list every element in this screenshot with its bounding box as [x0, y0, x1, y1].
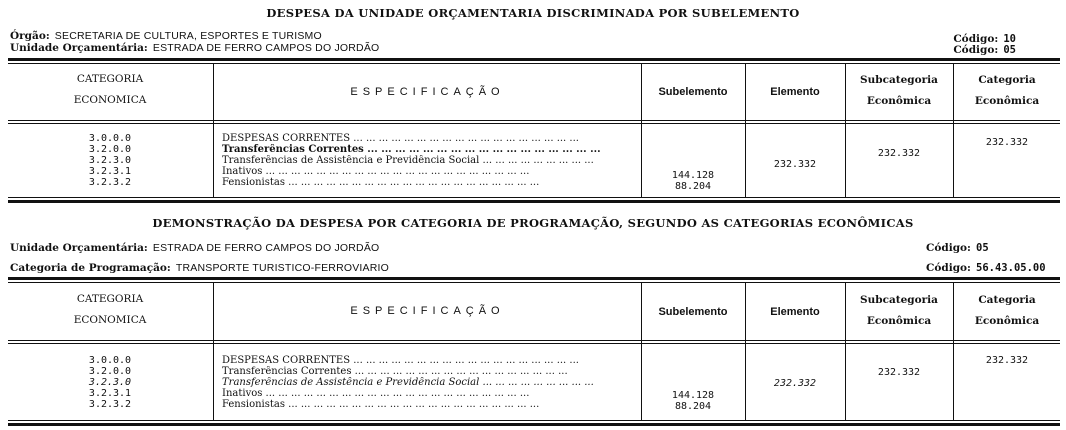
- t2-head-categoria: [20, 293, 200, 326]
- t2-desc-row: Transferências Correntes ... ... ... ... ... ... ... ... ... ... ... ... ... ... ... ... ...: [222, 366, 568, 377]
- t1-head-subcategoria-2: Econômica: [866, 95, 932, 107]
- table1-head-rule-2: [8, 123, 1060, 124]
- codigo-unidade-1-label: Código:: [953, 44, 999, 56]
- t1-head-categoria-eco: [954, 74, 1060, 107]
- t1-desc-row: Transferências de Assistência e Previdência Social ... ... ... ... ... ... ... ... ...: [222, 155, 594, 166]
- t2-head-categoria-2: ECONOMICA: [73, 314, 147, 326]
- t1-vrule-4: [845, 64, 846, 197]
- t1-head-subcategoria-1: Subcategoria: [860, 74, 938, 86]
- unidade-line-2: [10, 236, 379, 255]
- t2-desc-row: Transferências de Assistência e Previdência Social ... ... ... ... ... ... ... ... ...: [222, 377, 594, 388]
- t2-codes: [60, 355, 160, 410]
- table2-bottom-rule-2: [8, 423, 1060, 426]
- t1-head-cat-1: Categoria: [978, 74, 1036, 86]
- orgao-value: SECRETARIA DE CULTURA, ESPORTES E TURISMO: [54, 30, 322, 42]
- t1-head-especificacao: ESPECIFICAÇÃO: [350, 86, 505, 98]
- t2-subelemento-values: [642, 390, 744, 412]
- t1-desc-row: DESPESAS CORRENTES ... ... ... ... ... ... ... ... ... ... ... ... ... ... ... ... ... ...: [222, 133, 579, 144]
- table1-top-rule-thin: [8, 63, 1060, 64]
- t1-head-subelemento: Subelemento: [658, 86, 728, 98]
- t1-subelemento-value: 88.204: [674, 181, 712, 192]
- t1-vrule-5: [953, 64, 954, 197]
- table2-head-rule-1: [8, 340, 1060, 341]
- t1-head-categoria-2: ECONOMICA: [73, 94, 147, 106]
- orgao-label: Órgão:: [10, 30, 50, 42]
- t2-categoria-value: 232.332: [985, 355, 1029, 366]
- codigo-programacao-value: 56.43.05.00: [976, 262, 1046, 274]
- t1-subelemento-values: [642, 170, 744, 192]
- table2-head-rule-2: [8, 343, 1060, 344]
- codigo-unidade-1-value: 05: [1003, 44, 1016, 56]
- t1-elemento-value: 232.332: [773, 159, 817, 170]
- table2-top-rule: [8, 277, 1060, 280]
- t2-vrule-4: [845, 283, 846, 420]
- t2-subcategoria-value: 232.332: [877, 367, 921, 378]
- t1-code-row: 3.2.3.0: [88, 155, 132, 166]
- t2-subelemento-value: 88.204: [674, 401, 712, 412]
- t1-code-row: 3.2.3.2: [88, 177, 132, 188]
- section1-title: DESPESA DA UNIDADE ORÇAMENTARIA DISCRIMINADA POR SUBELEMENTO: [266, 6, 800, 20]
- t2-desc-row: Inativos ... ... ... ... ... ... ... ... ... ... ... ... ... ... ... ... ... ... ... ... ...: [222, 388, 530, 399]
- t2-desc-row: DESPESAS CORRENTES ... ... ... ... ... ... ... ... ... ... ... ... ... ... ... ... ... ...: [222, 355, 579, 366]
- t1-categoria-value: 232.332: [985, 137, 1029, 148]
- unidade-label-2: Unidade Orçamentária:: [10, 242, 148, 254]
- t2-head-subcategoria-1: Subcategoria: [860, 294, 938, 306]
- t1-head-elemento: Elemento: [770, 86, 820, 98]
- table1-head-rule-1: [8, 120, 1060, 121]
- codigo-orgao-label: Código:: [953, 33, 999, 45]
- t1-subelemento-value: 144.128: [671, 170, 715, 181]
- codigo-unidade-2-value: 05: [976, 242, 989, 254]
- t2-vrule-1: [213, 283, 214, 420]
- t2-code-row: 3.2.3.2: [88, 399, 132, 410]
- table1-top-rule: [8, 58, 1060, 61]
- t2-head-cat-2: Econômica: [974, 315, 1040, 327]
- table2-top-rule-thin: [8, 282, 1060, 283]
- t1-head-categoria-1: CATEGORIA: [76, 73, 144, 85]
- codigo-unidade-2: [926, 236, 989, 255]
- t1-vrule-1: [213, 64, 214, 197]
- t2-head-subcategoria-2: Econômica: [866, 315, 932, 327]
- codigo-orgao-value: 10: [1003, 33, 1016, 45]
- t2-head-elemento: Elemento: [770, 306, 820, 318]
- t1-head-cat-2: Econômica: [974, 95, 1040, 107]
- categoria-programacao-label: Categoria de Programação:: [10, 262, 171, 274]
- unidade-label: Unidade Orçamentária:: [10, 42, 148, 54]
- t1-descriptions: [222, 133, 634, 188]
- t1-code-row: 3.2.0.0: [88, 144, 132, 155]
- t2-head-categoria-1: CATEGORIA: [76, 293, 144, 305]
- t2-head-categoria-eco: [954, 294, 1060, 327]
- table2-bottom-rule-1: [8, 420, 1060, 421]
- unidade-value: ESTRADA DE FERRO CAMPOS DO JORDÃO: [152, 42, 380, 54]
- section2-title: DEMONSTRAÇÃO DA DESPESA POR CATEGORIA DE PROGRAMAÇÃO, SEGUNDO AS CATEGORIAS ECONÔMICAS: [152, 216, 914, 230]
- categoria-programacao-value: TRANSPORTE TURISTICO-FERROVIARIO: [175, 262, 390, 274]
- t2-subelemento-value: 144.128: [671, 390, 715, 401]
- t2-code-row: 3.2.0.0: [88, 366, 132, 377]
- t2-code-row: 3.2.3.0: [88, 377, 132, 388]
- t2-vrule-5: [953, 283, 954, 420]
- codigo-programacao: [926, 256, 1046, 275]
- table1-bottom-rule-1: [8, 197, 1060, 198]
- t2-code-row: 3.2.3.1: [88, 388, 132, 399]
- categoria-programacao-line: [10, 256, 389, 275]
- t1-head-subcategoria: [846, 74, 952, 107]
- unidade-line-1: [10, 36, 379, 55]
- t1-subcategoria-value: 232.332: [877, 148, 921, 159]
- codigo-unidade-1: [953, 38, 1016, 57]
- t2-code-row: 3.0.0.0: [88, 355, 132, 366]
- t2-head-especificacao: ESPECIFICAÇÃO: [350, 305, 505, 317]
- t1-desc-row: Inativos ... ... ... ... ... ... ... ... ... ... ... ... ... ... ... ... ... ... ... ... ...: [222, 166, 530, 177]
- t2-desc-row: Fensionistas ... ... ... ... ... ... ... ... ... ... ... ... ... ... ... ... ... ... ... ...: [222, 399, 540, 410]
- t1-desc-row: Fensionistas ... ... ... ... ... ... ... ... ... ... ... ... ... ... ... ... ... ... ... ...: [222, 177, 540, 188]
- t1-vrule-3: [745, 64, 746, 197]
- t2-descriptions: [222, 355, 634, 410]
- t2-head-subelemento: Subelemento: [658, 306, 728, 318]
- codigo-unidade-2-label: Código:: [926, 242, 971, 254]
- t2-elemento-value: 232.332: [773, 378, 817, 389]
- t1-code-row: 3.2.3.1: [88, 166, 132, 177]
- t1-desc-row: Transferências Correntes ... ... ... ... ... ... ... ... ... ... ... ... ... ... ... ... ...: [222, 144, 601, 155]
- t1-head-categoria: [20, 73, 200, 106]
- unidade-value-2: ESTRADA DE FERRO CAMPOS DO JORDÃO: [152, 242, 380, 254]
- t2-vrule-3: [745, 283, 746, 420]
- t2-head-cat-1: Categoria: [978, 294, 1036, 306]
- table1-bottom-rule-2: [8, 200, 1060, 203]
- t1-code-row: 3.0.0.0: [88, 133, 132, 144]
- codigo-programacao-label: Código:: [926, 262, 971, 274]
- t2-head-subcategoria: [846, 294, 952, 327]
- t1-codes: [60, 133, 160, 188]
